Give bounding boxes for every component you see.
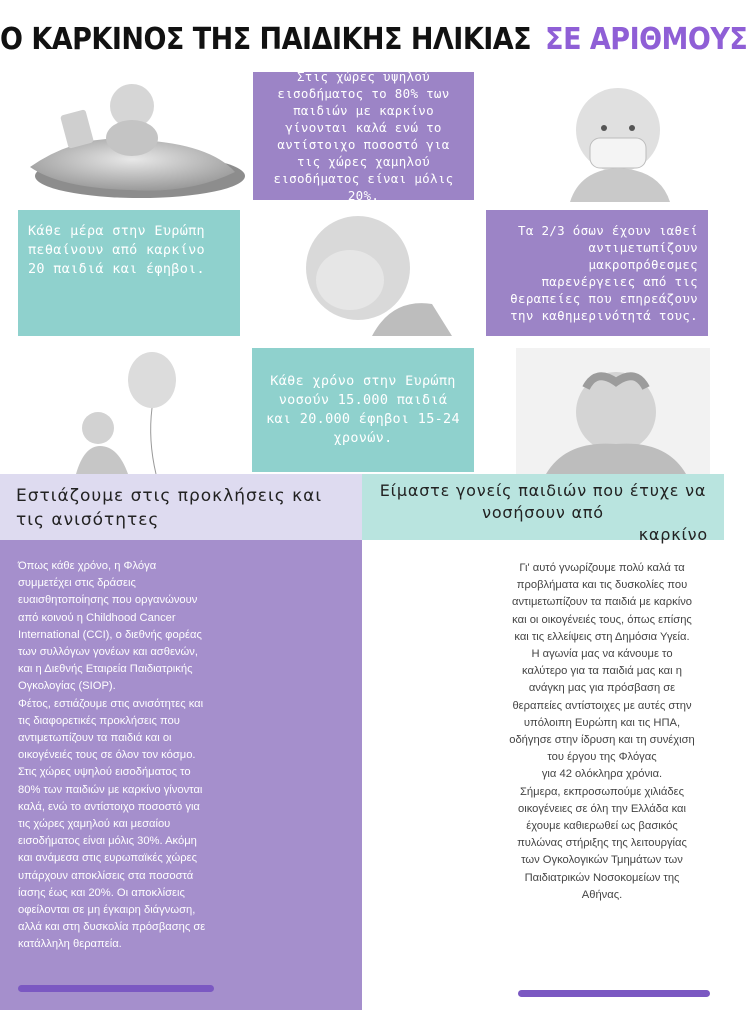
right-section-heading: [362, 474, 724, 544]
left-body-line: Ογκολογίας (SIOP).: [18, 680, 116, 693]
stat-income-text: Στις χώρες υψηλού εισοδήματος το 80% των παιδιών με καρκίνο γίνονται καλά ενώ το αντίστοιχο ποσοστό για τις χώρες χαμηλού εισοδήματος είναι μόλις 20%.: [273, 69, 454, 203]
right-body-line: Αθήνας.: [581, 888, 623, 901]
photo-child-with-balloon: [70, 350, 190, 474]
stat-incidence-text: Κάθε χρόνο στην Ευρώπη νοσούν 15.000 παιδιά και 20.000 έφηβοι 15-24 χρονών.: [266, 373, 460, 446]
right-body-line: οικογένειες σε όλη την Ελλάδα και: [518, 802, 686, 815]
left-decorative-bar: [18, 985, 214, 992]
left-body-line: ίασης έως και 20%. Οι αποκλίσεις: [18, 886, 185, 899]
left-body-line: οφείλονται σε μη έγκαιρη διάγνωση,: [18, 904, 196, 917]
title-accent: ΣΕ ΑΡΙΘΜΟΥΣ: [545, 22, 747, 57]
right-body-line: υπόλοιπη Ευρώπη και τις ΗΠΑ,: [523, 716, 681, 729]
right-body-line: για 42 ολόκληρα χρόνια.: [541, 768, 663, 781]
left-body-line: αλλά και στη δυσκολία πρόσβασης σε: [18, 921, 206, 934]
right-body-line: αντιμετωπίζουν τα παιδιά με καρκίνο: [511, 596, 693, 609]
stat-deaths-text: Κάθε μέρα στην Ευρώπη πεθαίνουν από καρκίνο 20 παιδιά και έφηβοι.: [28, 223, 205, 277]
left-body-line: υπάρχουν αποκλίσεις στα ποσοστά: [18, 869, 194, 882]
left-body-line: κατάλληλη θεραπεία.: [18, 938, 122, 951]
left-body-line: τις χώρες χαμηλού και μεσαίου: [18, 818, 171, 831]
right-body-line: προβλήματα και τις δυσκολίες που: [516, 579, 688, 592]
right-body-line: οδήγησε στην ίδρυση και τη συνέχιση: [509, 734, 695, 747]
left-body-line: Όπως κάθε χρόνο, η Φλόγα: [18, 560, 157, 572]
page-title: [0, 22, 747, 57]
left-body-text: [18, 558, 250, 954]
left-body-column: [0, 540, 362, 1010]
right-body-line: Η αγωνία μας να κάνουμε το: [531, 648, 673, 661]
right-body-line: Σήμερα, εκπροσωπούμε χιλιάδες: [520, 785, 684, 798]
left-body-line: των συλλόγων γονέων και ασθενών,: [18, 646, 198, 659]
left-section-heading: [0, 474, 362, 540]
right-decorative-bar: [518, 990, 710, 997]
right-section-heading-last: καρκίνο: [638, 525, 708, 544]
left-body-line: και ανάμεσα στις ευρωπαϊκές χώρες: [18, 852, 197, 865]
right-body-line: Παιδιατρικών Νοσοκομείων της: [524, 871, 680, 884]
left-body-line: οικογένειές τους σε όλον τον κόσμο.: [18, 749, 196, 762]
stat-income: [253, 69, 474, 203]
left-body-line: συμμετέχει στις δράσεις: [18, 577, 136, 590]
right-body-line: πυλώνας στήριξης της λειτουργίας: [517, 837, 687, 850]
left-body-line: τις διαφορετικές προκλήσεις που: [18, 714, 180, 727]
stat-side-effects-text: Τα 2/3 όσων έχουν ιαθεί αντιμετωπίζουν μακροπρόθεσμες παρενέργειες από τις θεραπείες που επηρεάζουν την καθημερινότητά τους.: [510, 223, 698, 323]
photo-child-on-pillow: [20, 72, 242, 198]
right-body-line: Γι' αυτό γνωρίζουμε πολύ καλά τα: [519, 562, 685, 574]
left-body-line: 80% των παιδιών με καρκίνο γίνονται: [18, 783, 203, 796]
title-main: Ο ΚΑΡΚΙΝΟΣ ΤΗΣ ΠΑΙΔΙΚΗΣ ΗΛΙΚΙΑΣ: [0, 22, 532, 57]
left-body-line: Στις χώρες υψηλού εισοδήματος το: [18, 766, 191, 779]
left-body-line: Φέτος, εστιάζουμε στις ανισότητες και: [18, 697, 204, 710]
right-body-line: έχουμε καθιερωθεί ως βασικός: [526, 820, 678, 833]
left-body-line: από κοινού η Childhood Cancer: [18, 611, 176, 624]
stat-side-effects: [486, 210, 708, 336]
right-body-line: των Ογκολογικών Τμημάτων των: [521, 854, 683, 867]
right-body-line: και τις ελλείψεις στη Δημόσια Υγεία.: [514, 630, 690, 643]
right-section-heading-text: Είμαστε γονείς παιδιών που έτυχε να νοσήσουν από: [379, 481, 707, 522]
stat-incidence: [252, 348, 474, 472]
photo-child-heart-hands: [516, 348, 710, 474]
right-body-line: και οι οικογένειές τους, όπως επίσης: [512, 613, 692, 626]
photo-girl-with-mask: [530, 72, 710, 202]
left-body-line: καλά, ενώ το αντίστοιχο ποσοστό για: [18, 800, 200, 813]
left-body-line: αντιμετωπίζουν τα παιδιά και οι: [18, 732, 172, 745]
right-body-text: [494, 560, 710, 904]
right-body-line: ανάγκη μας για πρόσβαση σε: [528, 682, 676, 695]
right-body-line: καλύτερο για τα παιδιά μας και η: [522, 665, 682, 678]
stat-deaths: [18, 210, 240, 336]
photo-baby-closeup: [252, 208, 474, 336]
left-body-line: ευαισθητοποίησης που οργανώνουν: [18, 594, 198, 607]
left-body-line: εισοδήματος είναι μόλις 30%. Ακόμη: [18, 835, 197, 848]
right-body-line: θεραπείες αντίστοιχες με αυτές στην: [512, 699, 692, 712]
left-section-heading-text: Εστιάζουμε στις προκλήσεις και τις ανισότητες: [16, 486, 323, 530]
left-body-line: και η Διεθνής Εταιρεία Παιδιατρικής: [18, 663, 193, 676]
left-body-line: International (CCI), ο διεθνής φορέας: [18, 628, 202, 641]
right-body-line: του έργου της Φλόγας: [547, 751, 657, 764]
